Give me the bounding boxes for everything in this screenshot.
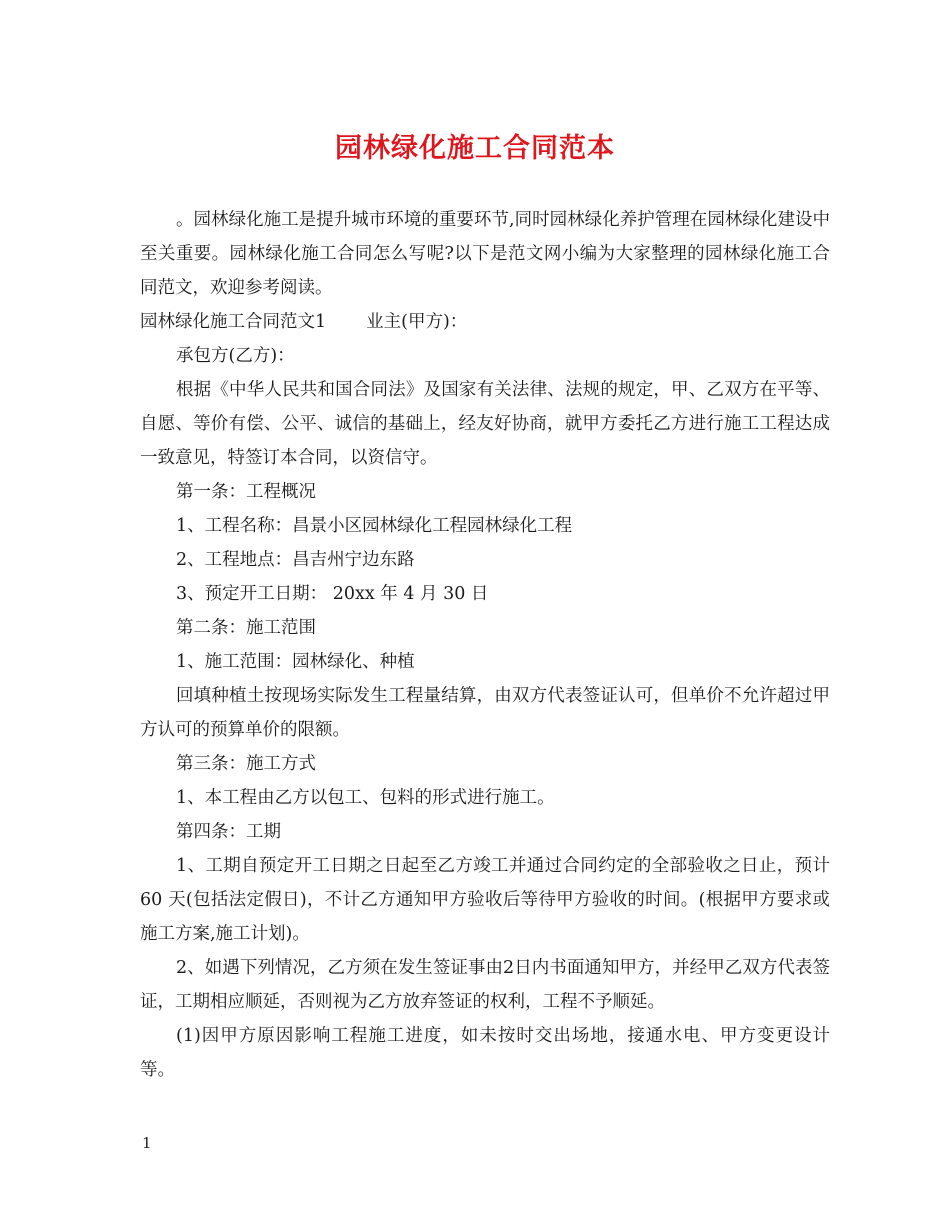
article-4-heading: 第四条：工期 [176, 822, 281, 842]
party-a-label: 业主(甲方)： [366, 312, 468, 332]
article-1-heading: 第一条：工程概况 [176, 482, 316, 502]
party-b-label: 承包方(乙方)： [176, 346, 295, 366]
article-2-heading: 第二条：施工范围 [176, 618, 316, 638]
article-3-heading: 第三条：施工方式 [176, 754, 316, 774]
document-body [140, 203, 830, 1087]
backfill-clause: 回填种植土按现场实际发生工程量结算，由双方代表签证认可，但单价不允许超过甲方认可的预算单价的限额。 [140, 686, 830, 740]
project-name: 1、工程名称：昌景小区园林绿化工程园林绿化工程 [176, 516, 573, 536]
project-location: 2、工程地点：昌吉州宁边东路 [176, 550, 415, 570]
construction-method: 1、本工程由乙方以包工、包料的形式进行施工。 [176, 788, 555, 808]
planned-start-date: 3、预定开工日期： 20xx 年 4 月 30 日 [176, 584, 489, 604]
construction-scope: 1、施工范围：园林绿化、种植 [176, 652, 415, 672]
preamble-paragraph: 根据《中华人民共和国合同法》及国家有关法律、法规的规定，甲、乙双方在平等、自愿、等价有偿、公平、诚信的基础上，经友好协商，就甲方委托乙方进行施工工程达成一致意见，特签订本合同，以资信守。 [140, 380, 830, 468]
contract-heading-line [140, 305, 830, 339]
document-title: 园林绿化施工合同范本 [335, 133, 615, 164]
extension-clause: 2、如遇下列情况，乙方须在发生签证事由2日内书面通知甲方，并经甲乙双方代表签证，工期相应顺延，否则视为乙方放弃签证的权利，工程不予顺延。 [140, 958, 830, 1012]
page-number: 1 [142, 1134, 152, 1152]
intro-paragraph: 。园林绿化施工是提升城市环境的重要环节,同时园林绿化养护管理在园林绿化建设中至关重要。园林绿化施工合同怎么写呢?以下是范文网小编为大家整理的园林绿化施工合同范文，欢迎参考阅读。 [140, 210, 830, 298]
duration-clause: 1、工期自预定开工日期之日起至乙方竣工并通过合同约定的全部验收之日止，预计 60 天(包括法定假日)，不计乙方通知甲方验收后等待甲方验收的时间。(根据甲方要求或施工方案,施工计划)。 [140, 856, 830, 944]
contract-heading: 园林绿化施工合同范文1 [140, 312, 327, 332]
extension-case-1: (1)因甲方原因影响工程施工进度，如未按时交出场地，接通水电、甲方变更设计等。 [140, 1026, 830, 1080]
